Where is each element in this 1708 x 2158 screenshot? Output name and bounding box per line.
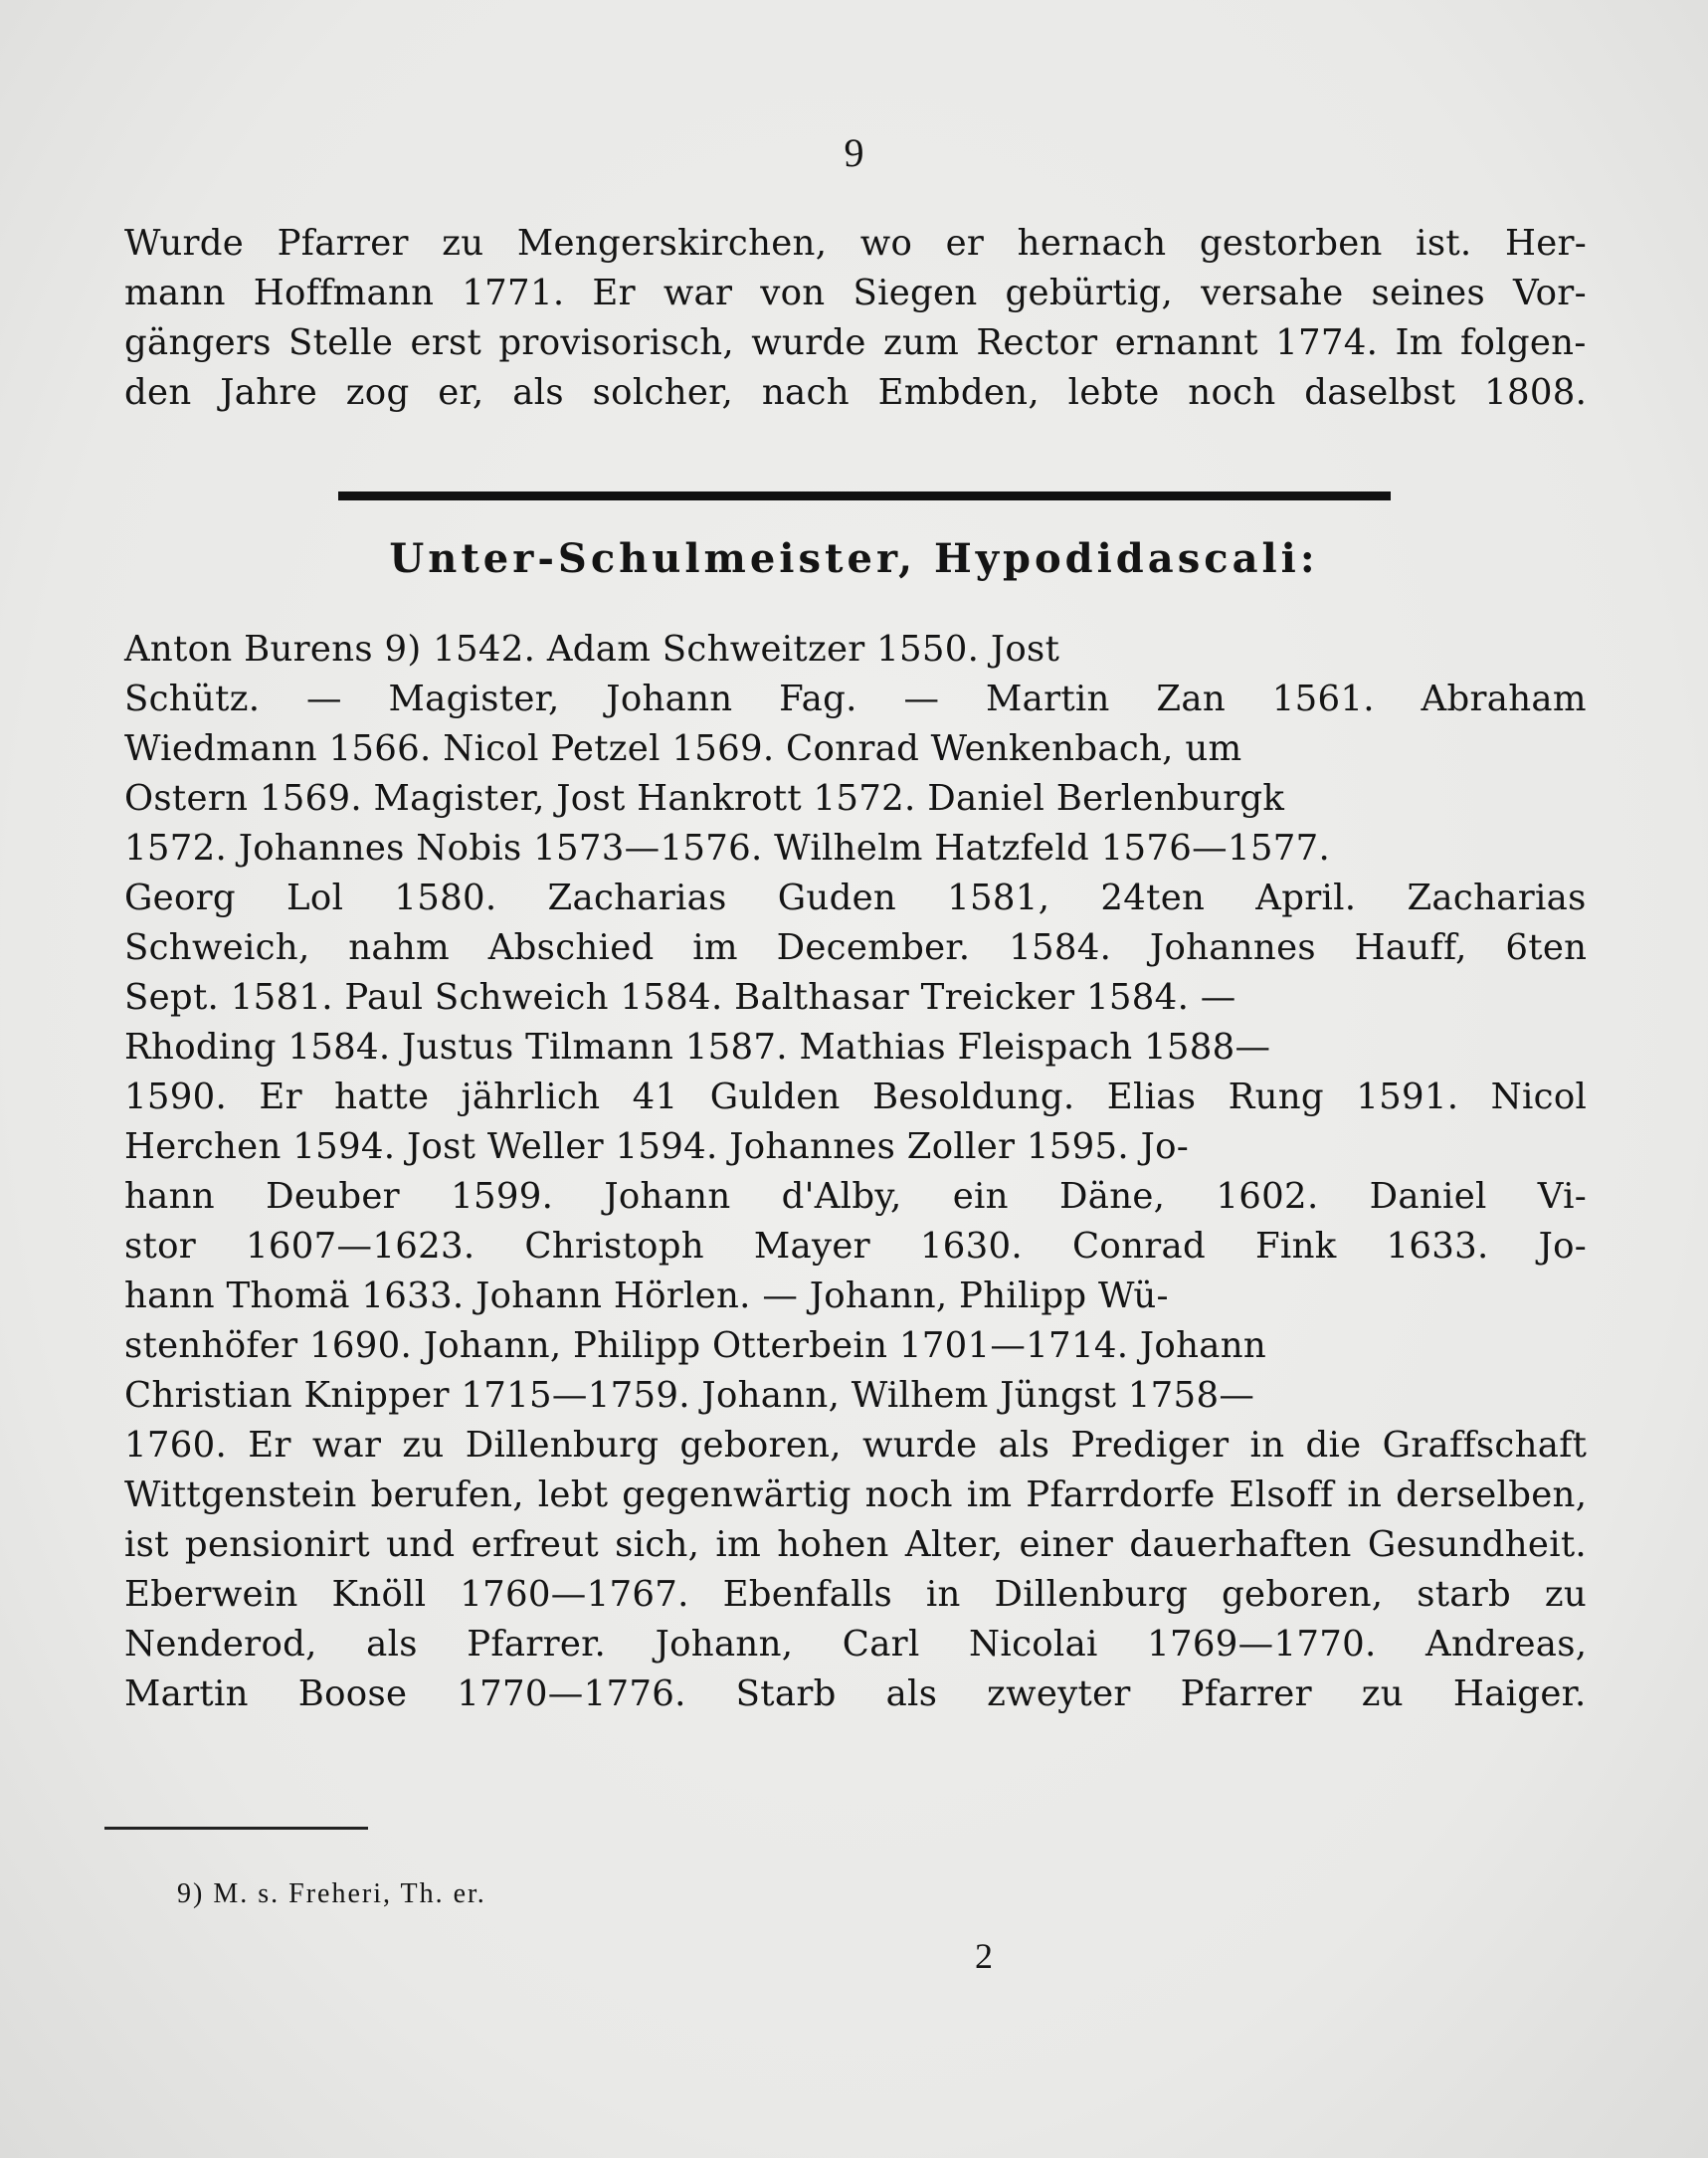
text-line: Herchen 1594. Jost Weller 1594. Johannes Zoller 1595. Jo- — [124, 1126, 1190, 1167]
text-line: Christian Knipper 1715—1759. Johann, Wilhem Jüngst 1758— — [124, 1375, 1255, 1416]
text-line: 1572. Johannes Nobis 1573—1576. Wilhelm Hatzfeld 1576—1577. — [124, 828, 1331, 869]
text-line: Rhoding 1584. Justus Tilmann 1587. Mathias Fleispach 1588— — [124, 1027, 1271, 1068]
text-line: ist pensionirt und erfreut sich, im hohen Alter, einer dauerhaften Gesundheit. — [124, 1524, 1588, 1565]
text-line: Eberwein Knöll 1760—1767. Ebenfalls in Dillenburg geboren, starb zu — [124, 1574, 1588, 1615]
signature-mark: 2 — [975, 1936, 993, 1976]
section-divider — [338, 491, 1391, 500]
text-line: mann Hoffmann 1771. Er war von Siegen gebürtig, versahe seines Vor- — [124, 273, 1587, 313]
text-line: Wittgenstein berufen, lebt gegenwärtig noch im Pfarrdorfe Elsoff in derselben, — [124, 1474, 1588, 1515]
section-heading: Unter-Schulmeister, Hypodidascali: — [389, 535, 1319, 582]
text-line: stor 1607—1623. Christoph Mayer 1630. Conrad Fink 1633. Jo- — [124, 1226, 1588, 1267]
text-line: 1760. Er war zu Dillenburg geboren, wurde als Prediger in die Graffschaft — [124, 1425, 1588, 1466]
page-number: 9 — [844, 130, 864, 175]
text-line: Sept. 1581. Paul Schweich 1584. Balthasar Treicker 1584. — — [124, 977, 1236, 1018]
text-line: Georg Lol 1580. Zacharias Guden 1581, 24ten April. Zacharias — [124, 878, 1587, 918]
text-line: stenhöfer 1690. Johann, Philipp Otterbein 1701—1714. Johann — [124, 1325, 1267, 1366]
text-line: hann Thomä 1633. Johann Hörlen. — Johann, Philipp Wü- — [124, 1275, 1169, 1316]
text-line: Schütz. — Magister, Johann Fag. — Martin Zan 1561. Abraham — [124, 679, 1587, 719]
top-paragraph — [124, 219, 1587, 418]
text-line: gängers Stelle erst provisorisch, wurde zum Rector ernannt 1774. Im folgen- — [124, 322, 1587, 363]
text-line: Wiedmann 1566. Nicol Petzel 1569. Conrad Wenkenbach, um — [124, 728, 1242, 769]
text-line: Anton Burens 9) 1542. Adam Schweitzer 1550. Jost — [124, 629, 1060, 670]
text-line: Nenderod, als Pfarrer. Johann, Carl Nicolai 1769—1770. Andreas, — [124, 1624, 1588, 1665]
text-line: Wurde Pfarrer zu Mengerskirchen, wo er hernach gestorben ist. Her- — [124, 223, 1588, 264]
main-paragraph — [124, 625, 1587, 1719]
footnote: 9) M. s. Freheri, Th. er. — [177, 1878, 486, 1909]
footnote-divider — [104, 1827, 368, 1830]
text-line: Schweich, nahm Abschied im December. 1584. Johannes Hauff, 6ten — [124, 927, 1588, 968]
text-line: 1590. Er hatte jährlich 41 Gulden Besoldung. Elias Rung 1591. Nicol — [124, 1077, 1588, 1117]
text-line: den Jahre zog er, als solcher, nach Embden, lebte noch daselbst 1808. — [124, 372, 1588, 413]
text-line: Ostern 1569. Magister, Jost Hankrott 1572. Daniel Berlenburgk — [124, 778, 1285, 819]
text-line: Martin Boose 1770—1776. Starb als zweyter Pfarrer zu Haiger. — [124, 1673, 1587, 1714]
text-line: hann Deuber 1599. Johann d'Alby, ein Däne, 1602. Daniel Vi- — [124, 1176, 1588, 1217]
